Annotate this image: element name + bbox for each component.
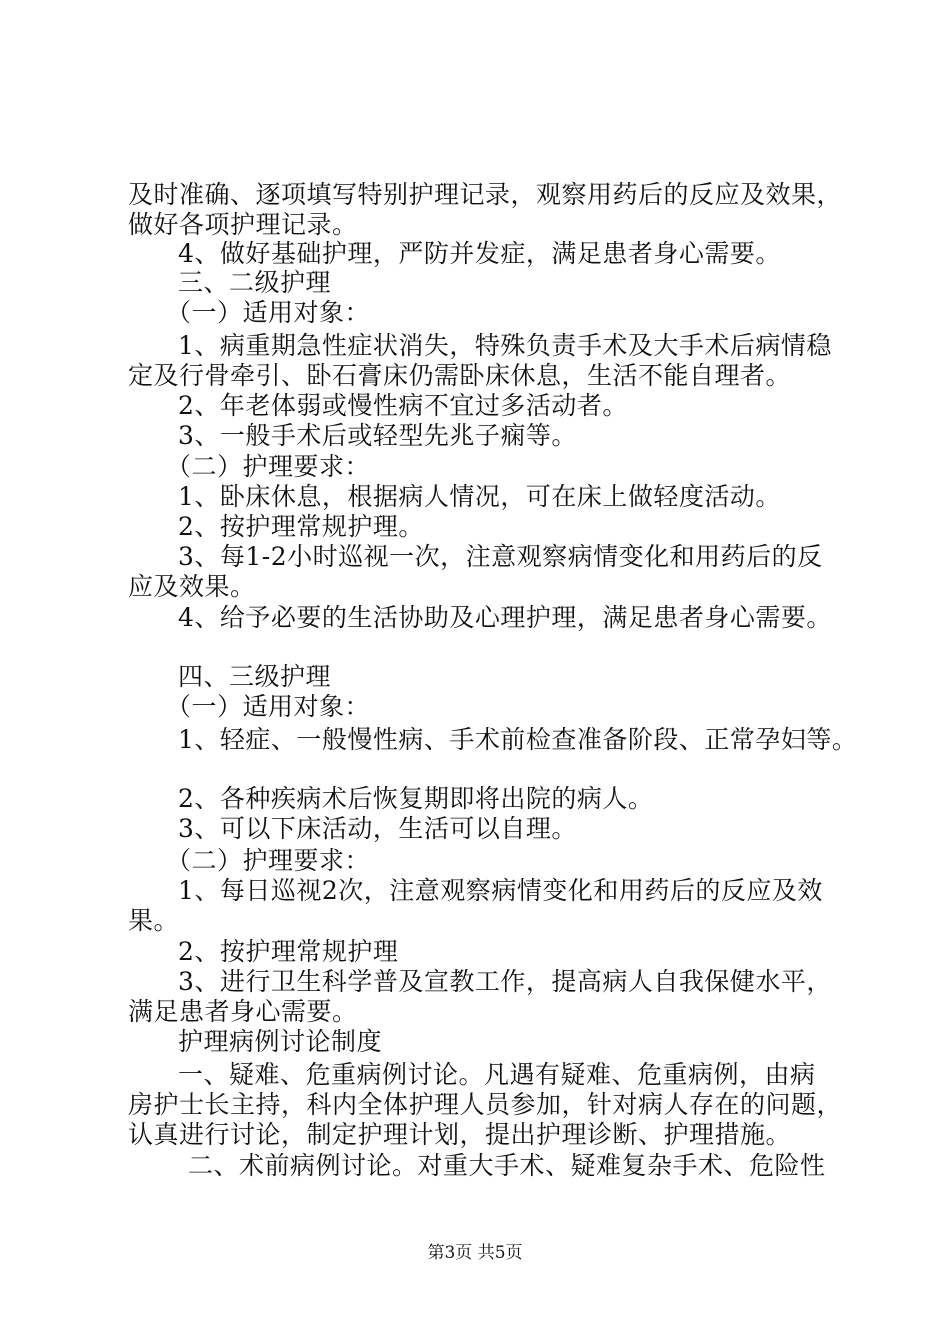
section-heading: 四、三级护理 [178,662,332,691]
text-line: 一、疑难、危重病例讨论。凡遇有疑难、危重病例，由病 [178,1060,816,1089]
subsection-heading: （一）适用对象： [166,298,371,327]
text-line: 满足患者身心需要。 [128,997,358,1026]
text-line: 1、病重期急性症状消失，特殊负责手术及大手术后病情稳 [178,331,832,360]
text-line: 3、一般手术后或轻型先兆子痫等。 [178,421,577,450]
text-line: 1、每日巡视2次，注意观察病情变化和用药后的反应及效 [178,876,823,905]
text-line: 3、可以下床活动，生活可以自理。 [178,814,577,843]
text-line: 果。 [128,906,180,935]
text-line: 2、按护理常规护理。 [178,512,424,541]
text-line: 定及行骨牵引、卧石膏床仍需卧床休息，生活不能自理者。 [128,361,792,390]
text-line: 做好各项护理记录。 [128,210,358,239]
text-line: 二、术前病例讨论。对重大手术、疑难复杂手术、危险性 [188,1151,826,1180]
text-line: 应及效果。 [128,572,256,601]
text-line: 2、按护理常规护理 [178,937,399,966]
text-line: 2、各种疾病术后恢复期即将出院的病人。 [178,784,654,813]
section-heading: 三、二级护理 [178,268,332,297]
text-line: 3、进行卫生科学普及宣教工作，提高病人自我保健水平， [178,967,832,996]
text-line: 1、轻症、一般慢性病、手术前检查准备阶段、正常孕妇等。 [178,725,858,754]
text-line: 4、做好基础护理，严防并发症，满足患者身心需要。 [178,239,781,268]
page-number-footer: 第3页 共5页 [427,1243,523,1263]
text-line: 认真进行讨论，制定护理计划，提出护理诊断、护理措施。 [128,1120,792,1149]
text-line: 4、给予必要的生活协助及心理护理，满足患者身心需要。 [178,603,832,632]
subsection-heading: （二）护理要求： [166,452,371,481]
subsection-heading: （一）适用对象： [166,692,371,721]
text-line: 及时准确、逐项填写特别护理记录，观察用药后的反应及效果， [128,180,843,209]
text-line: 房护士长主持，科内全体护理人员参加，针对病人存在的问题， [128,1090,843,1119]
text-line: 3、每1-2小时巡视一次，注意观察病情变化和用药后的反 [178,542,823,571]
subsection-heading: （二）护理要求： [166,846,371,875]
text-line: 2、年老体弱或慢性病不宜过多活动者。 [178,391,628,420]
section-heading: 护理病例讨论制度 [178,1027,383,1056]
text-line: 1、卧床休息，根据病人情况，可在床上做轻度活动。 [178,482,781,511]
